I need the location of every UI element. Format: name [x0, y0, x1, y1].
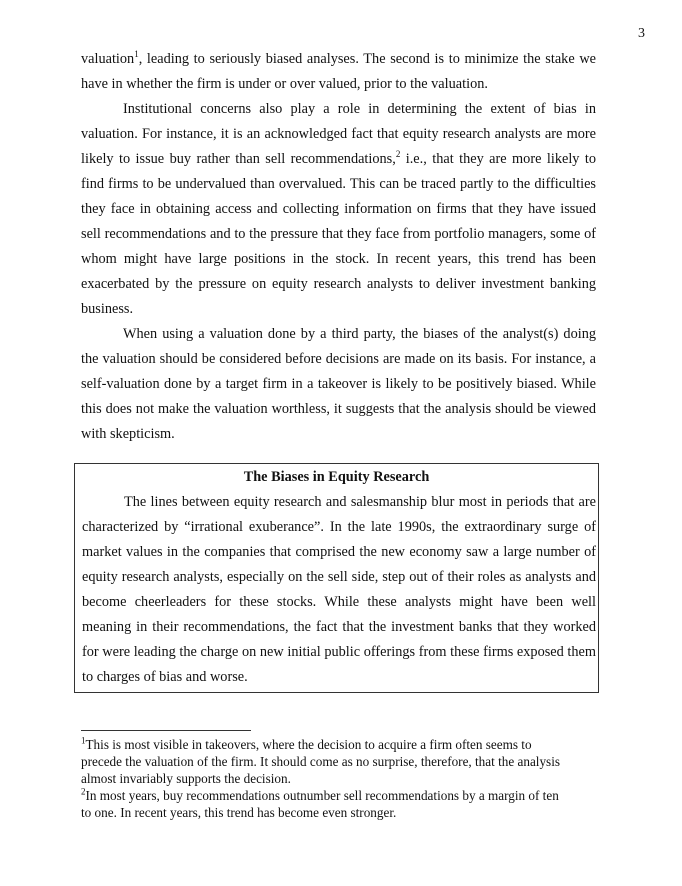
footnote-2-text: In most years, buy recommendations outnumber sell recommendations by a margin of ten to one. In recent years, this trend has become even stronger.	[81, 788, 559, 820]
footnote-1	[81, 736, 571, 787]
footnotes	[81, 736, 571, 821]
box-title: The Biases in Equity Research	[243, 469, 430, 485]
paragraph-2-text-b: i.e., that they are more likely to find firms to be undervalued than overvalued. This can be traced partly to the difficulties they face in obtaining access and collecting information on firms that they have issued sell recommendations and to the pressure that they face from portfolio managers, some of whom might have large positions in the stock. In recent years, this trend has been exacerbated by the pressure on equity research analysts to deliver investment banking business.	[81, 151, 596, 317]
box-body: The lines between equity research and salesmanship blur most in periods that are characterized by “irrational exuberance”. In the late 1990s, the extraordinary surge of market values in the companies that comprised the new economy saw a large number of equity research analysts, especially on the sell side, step out of their roles as analysts and become cheerleaders for these stocks. While these analysts might have been well meaning in their recommendations, the fact that the investment banks that they worked for were leading the charge on new initial public offerings from these firms exposed them to charges of bias and worse.	[82, 494, 596, 685]
footnote-ref-2: 2	[395, 149, 401, 160]
body-paragraph-3: When using a valuation done by a third party, the biases of the analyst(s) doing the valuation should be considered before decisions are made on its basis. For instance, a self-valuation done by a target firm in a takeover is likely to be positively biased. While this does not make the valuation worthless, it suggests that the analysis should be viewed with skepticism.	[81, 326, 596, 442]
footnote-2-marker: 2	[81, 786, 86, 797]
footnote-1-marker: 1	[81, 735, 86, 746]
paragraph-2-text-a: Institutional concerns also play a role in determining the extent of bias in valuation. For instance, it is an acknowledged fact that equity research analysts are more likely to issue buy rather than sell recommendations,	[81, 101, 596, 167]
sidebar-box	[74, 463, 599, 693]
footnote-2	[81, 787, 571, 821]
footnote-divider	[81, 730, 251, 731]
footnote-1-text: This is most visible in takeovers, where the decision to acquire a firm often seems to precede the valuation of the firm. It should come as no surprise, therefore, that the analysis almost invariably supports the decision.	[81, 737, 560, 786]
footnote-ref-1: 1	[134, 49, 139, 60]
paragraph-1-text-b: , leading to seriously biased analyses. The second is to minimize the stake we have in whether the firm is under or over valued, prior to the valuation.	[81, 51, 596, 92]
body-paragraph-1	[81, 47, 596, 97]
body-paragraph-2	[81, 97, 596, 322]
page-number: 3	[638, 26, 645, 41]
paragraph-1-text-a: valuation	[81, 51, 135, 67]
